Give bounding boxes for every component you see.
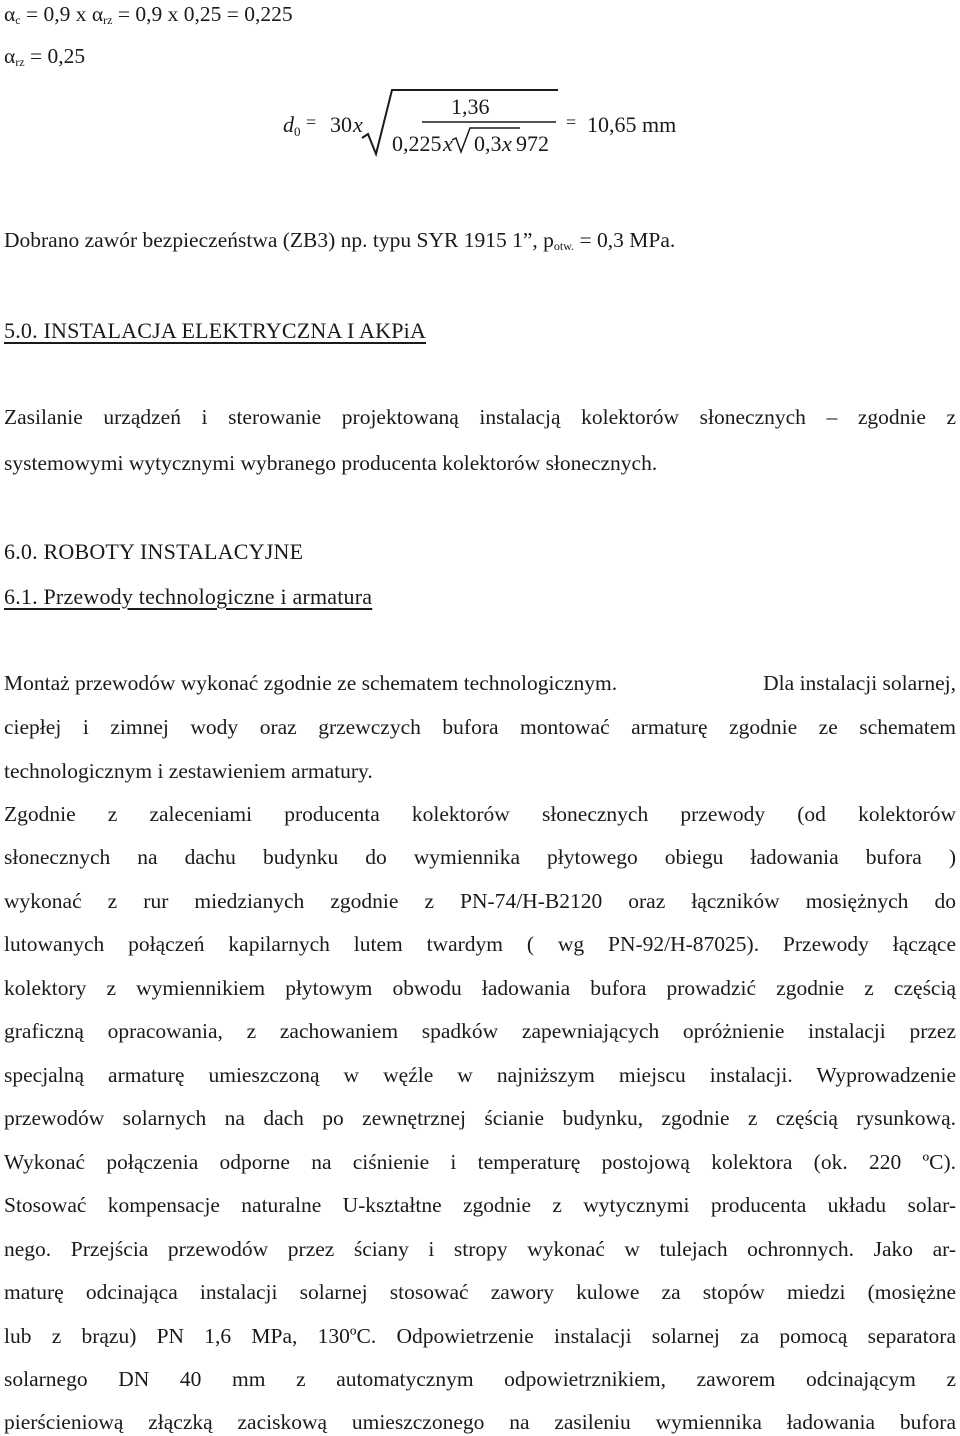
alpha-c-post: = 0,9 x 0,25 = 0,225 — [112, 2, 293, 26]
formula-x3: x — [502, 131, 512, 156]
paragraph-line: wykonać z rur miedzianych zgodnie z PN-74/H-B2120 oraz łączników mosiężnych do — [4, 889, 956, 913]
diameter-formula — [0, 0, 960, 170]
alpha-symbol: α — [4, 2, 16, 26]
valve-pressure: = 0,3 MPa. — [574, 228, 676, 252]
subscript: otw. — [553, 239, 575, 253]
section-6-heading: 6.0. ROBOTY INSTALACYJNE — [4, 539, 304, 564]
subscript: rz — [15, 55, 25, 69]
paragraph-line: słonecznych na dachu budynku do wymiennika płytowego obiegu ładowania bufora ) — [4, 845, 956, 869]
paragraph-line: graficzną opracowania, z zachowaniem spadków zapewniających opróżnienie instalacji przez — [4, 1019, 956, 1043]
formula-den-c: 972 — [516, 131, 549, 156]
subscript: rz — [103, 13, 113, 27]
formula-result: 10,65 mm — [587, 112, 677, 137]
paragraph-line: nego. Przejścia przewodów przez ściany i stropy wykonać w tulejach ochronnych. Jako ar- — [4, 1237, 956, 1261]
paragraph-line: specjalną armaturę umieszczoną w węźle w najniższym miejscu instalacji. Wyprowadzenie — [4, 1063, 956, 1087]
section-5-heading: 5.0. INSTALACJA ELEKTRYCZNA I AKPiA — [4, 318, 427, 343]
alpha-rz-post: = 0,25 — [24, 44, 86, 68]
formula-den-b: 0,3 — [474, 131, 502, 156]
formula-eq1: = — [306, 112, 317, 132]
formula-coef: 30 — [330, 112, 352, 137]
formula-d: d — [283, 112, 294, 137]
paragraph-line: systemowymi wytycznymi wybranego producenta kolektorów słonecznych. — [4, 451, 658, 475]
alpha-symbol: α — [4, 44, 16, 68]
valve-line — [4, 230, 675, 252]
paragraph-line: Zgodnie z zaleceniami producenta kolektorów słonecznych przewody (od kolektorów — [4, 802, 956, 826]
paragraph-line: Stosować kompensacje naturalne U-kształtne zgodnie z wytycznymi producenta układu solar- — [4, 1193, 956, 1217]
paragraph-line: kolektory z wymiennikiem płytowym obwodu ładowania bufora prowadzić zgodnie z częścią — [4, 976, 956, 1000]
formula-eq2: = — [566, 112, 577, 132]
formula-x2: x — [443, 131, 453, 156]
paragraph-line: technologicznym i zestawieniem armatury. — [4, 759, 373, 783]
paragraph-line: Dla instalacji solarnej, — [763, 671, 956, 695]
paragraph-line: lub z brązu) PN 1,6 MPa, 130ºC. Odpowietrzenie instalacji solarnej za pomocą separatora — [4, 1324, 956, 1348]
valve-text: Dobrano zawór bezpieczeństwa (ZB3) np. typu SYR 1915 1”, p — [4, 228, 554, 252]
paragraph-line: solarnego DN 40 mm z automatycznym odpowietrznikiem, zaworem odcinającym z — [4, 1367, 956, 1391]
paragraph-line: maturę odcinająca instalacji solarnej stosować zawory kulowe za stopów miedzi (mosiężne — [4, 1280, 956, 1304]
paragraph-line: Wykonać połączenia odporne na ciśnienie i temperaturę postojową kolektora (ok. 220 ºC). — [4, 1150, 956, 1174]
section-6-1-heading: 6.1. Przewody technologiczne i armatura — [4, 584, 373, 609]
formula-x1: x — [353, 112, 363, 137]
paragraph-line: przewodów solarnych na dach po zewnętrznej ścianie budynku, zgodnie z częścią rysunkową. — [4, 1106, 956, 1130]
paragraph-line: lutowanych połączeń kapilarnych lutem twardym ( wg PN-92/H-87025). Przewody łączące — [4, 932, 956, 956]
paragraph-line: ciepłej i zimnej wody oraz grzewczych bufora montować armaturę zgodnie ze schematem — [4, 715, 956, 739]
formula-d-sub: 0 — [294, 124, 301, 139]
paragraph-line: Zasilanie urządzeń i sterowanie projektowaną instalacją kolektorów słonecznych – zgodnie z — [4, 405, 956, 429]
formula-den-a: 0,225 — [392, 131, 442, 156]
paragraph-line: pierścieniową złączką zaciskową umieszczonego na zasileniu wymiennika ładowania bufora — [4, 1410, 956, 1434]
subscript: c — [15, 13, 21, 27]
alpha-c-mid: = 0,9 x α — [20, 2, 104, 26]
formula-numerator: 1,36 — [451, 94, 490, 119]
paragraph-montaz: Montaż przewodów wykonać zgodnie ze schematem technologicznym. — [4, 671, 618, 695]
